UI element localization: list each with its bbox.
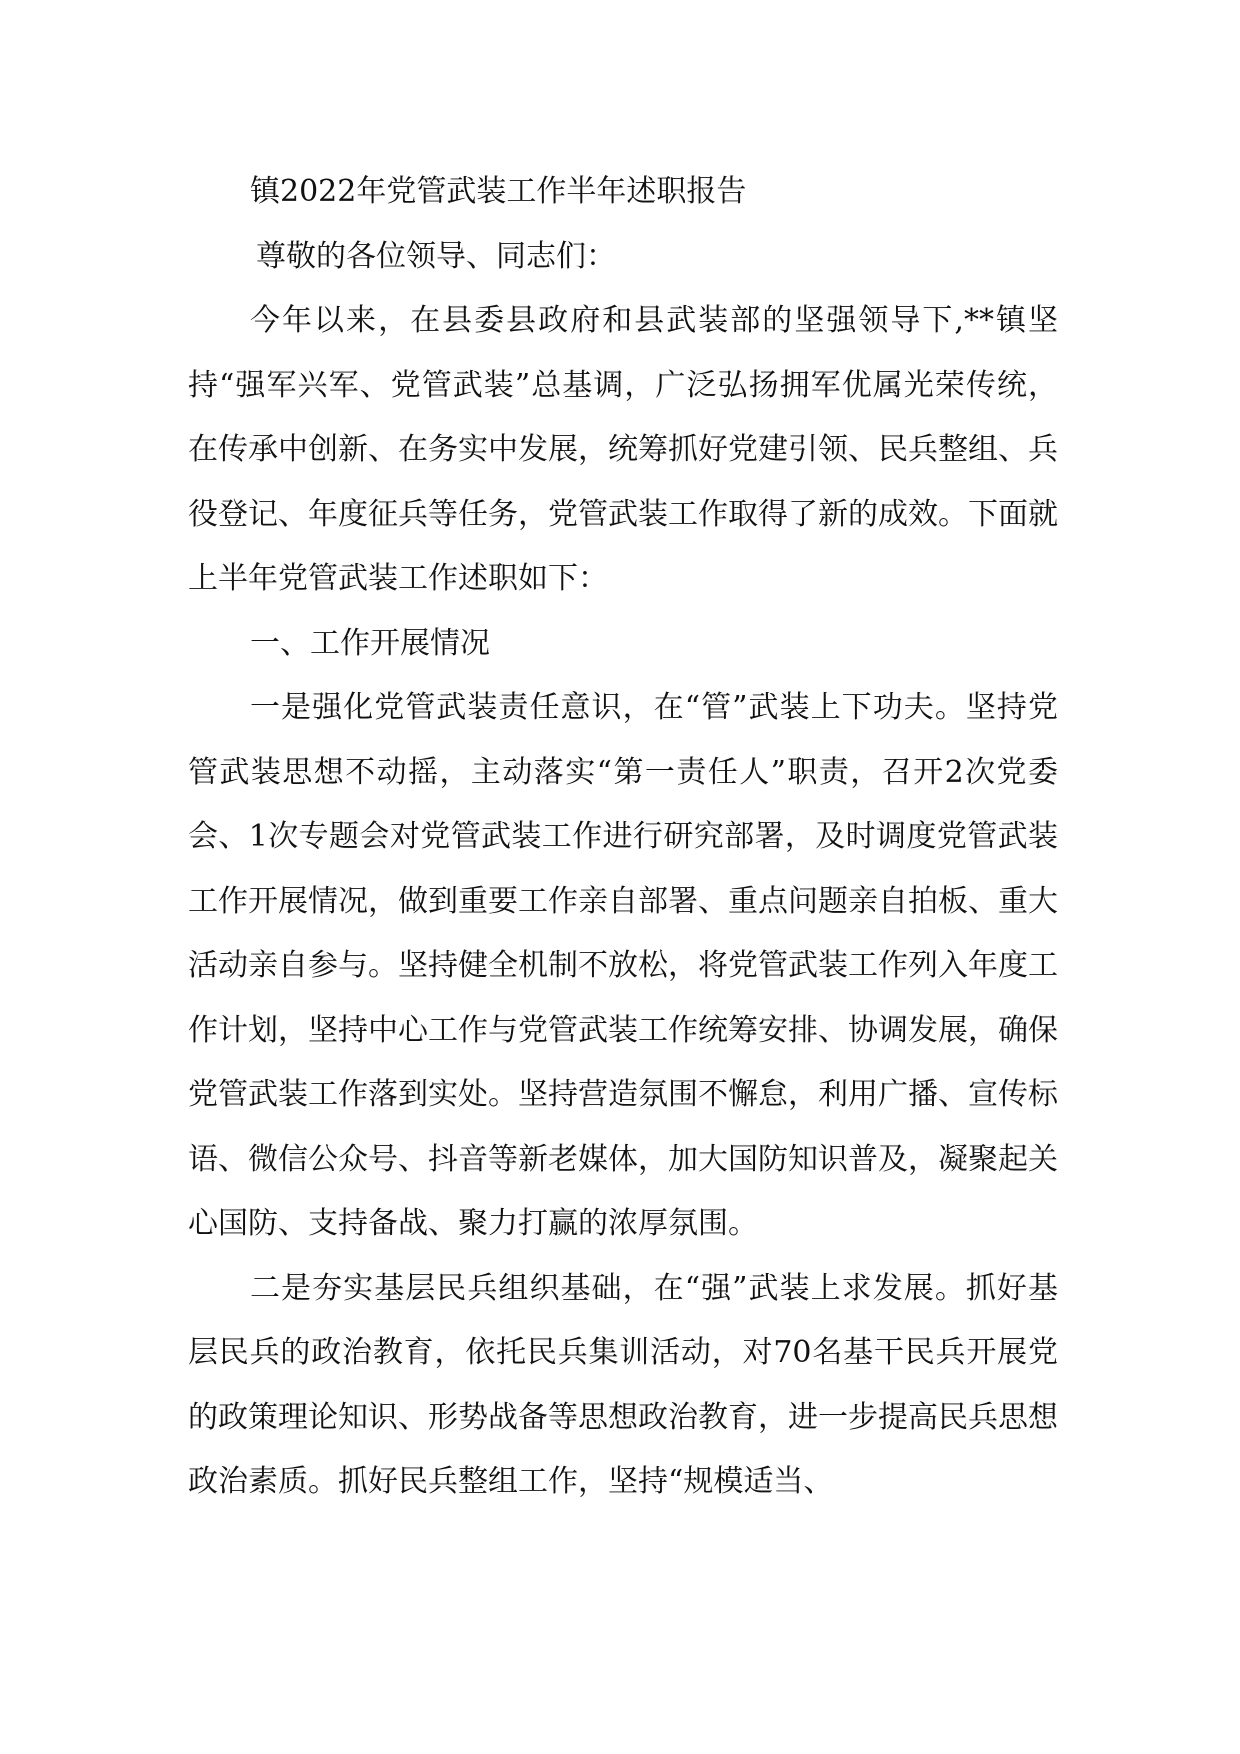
paragraph-point-two: 二是夯实基层民兵组织基础，在“强”武装上求发展。抓好基层民兵的政治教育，依托民兵集训活动，对70名基干民兵开展党的政策理论知识、形势战备等思想政治教育，进一步提高民兵思想政治素质。抓好民兵整组工作，坚持“规模适当、 — [188, 1270, 1058, 1499]
paragraph-intro: 今年以来，在县委县政府和县武装部的坚强领导下,**镇坚持“强军兴军、党管武装”总基调，广泛弘扬拥军优属光荣传统，在传承中创新、在务实中发展，统筹抓好党建引领、民兵整组、兵役登记、年度征兵等任务，党管武装工作取得了新的成效。下面就上半年党管武装工作述职如下： — [188, 303, 1058, 596]
document-title: 镇2022年党管武装工作半年述职报告 — [250, 174, 747, 209]
document-body — [188, 160, 1058, 1515]
paragraph-point-one: 一是强化党管武装责任意识，在“管”武装上下功夫。坚持党管武装思想不动摇，主动落实“第一责任人”职责，召开2次党委会、1次专题会对党管武装工作进行研究部署，及时调度党管武装工作开展情况，做到重要工作亲自部署、重点问题亲自拍板、重大活动亲自参与。坚持健全机制不放松，将党管武装工作列入年度工作计划，坚持中心工作与党管武装工作统筹安排、协调发展，确保党管武装工作落到实处。坚持营造氛围不懈怠，利用广播、宣传标语、微信公众号、抖音等新老媒体，加大国防知识普及，凝聚起关心国防、支持备战、聚力打赢的浓厚氛围。 — [188, 690, 1058, 1241]
section-heading-work-status: 一、工作开展情况 — [250, 625, 490, 661]
salutation: 尊敬的各位领导、同志们： — [256, 238, 616, 274]
